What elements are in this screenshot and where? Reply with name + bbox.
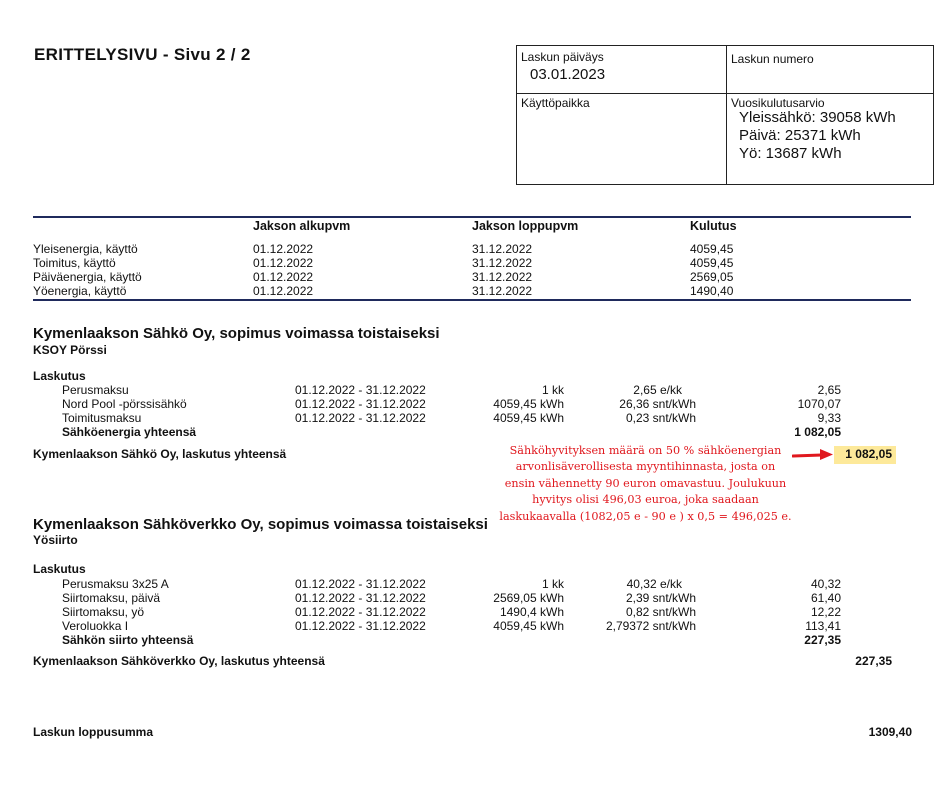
period-row-name: Yleisenergia, käyttö	[33, 242, 138, 256]
energy-billing-label: Laskutus	[33, 369, 86, 383]
grid-row-price: 40,32 e/kk	[626, 577, 682, 591]
period-row-start: 01.12.2022	[253, 284, 314, 298]
annotation-line: hyvitys olisi 496,03 euroa, joka saadaan	[532, 493, 759, 507]
period-row-consumption: 2569,05	[690, 270, 734, 284]
usage-place-label: Käyttöpaikka	[521, 96, 590, 110]
grid-row-name: Siirtomaksu, päivä	[62, 591, 161, 605]
energy-row-period: 01.12.2022 - 31.12.2022	[295, 411, 426, 425]
energy-row-period: 01.12.2022 - 31.12.2022	[295, 397, 426, 411]
energy-row-name: Nord Pool -pörssisähkö	[62, 397, 187, 411]
annotation-line: Sähköhyvityksen määrä on 50 % sähköenergian	[509, 444, 782, 457]
grid-row-name: Perusmaksu 3x25 A	[62, 577, 169, 591]
period-row-name: Yöenergia, käyttö	[33, 284, 127, 298]
annual-estimate-general: Yleissähkö: 39058 kWh	[739, 109, 896, 126]
energy-total-amount: 1 082,05	[845, 447, 892, 461]
grid-total-amount: 227,35	[855, 654, 892, 668]
grid-company-heading: Kymenlaakson Sähköverkko Oy, sopimus voimassa toistaiseksi	[33, 516, 488, 533]
grid-product-name: Yösiirto	[33, 533, 78, 547]
grid-row-amount: 40,32	[810, 577, 841, 591]
period-header-start: Jakson alkupvm	[253, 219, 351, 233]
period-row-start: 01.12.2022	[253, 256, 314, 270]
energy-total-label: Kymenlaakson Sähkö Oy, laskutus yhteensä	[33, 447, 287, 461]
grid-subtotal-label: Sähkön siirto yhteensä	[62, 633, 194, 647]
grid-row-quantity: 1490,4 kWh	[499, 605, 564, 619]
grid-row-price: 2,39 snt/kWh	[625, 591, 696, 605]
energy-company-heading: Kymenlaakson Sähkö Oy, sopimus voimassa toistaiseksi	[33, 325, 440, 342]
energy-product-name: KSOY Pörssi	[33, 343, 107, 357]
energy-row-amount: 1070,07	[797, 397, 841, 411]
grid-row-period: 01.12.2022 - 31.12.2022	[295, 605, 426, 619]
grid-total-label: Kymenlaakson Sähköverkko Oy, laskutus yhteensä	[33, 654, 325, 668]
grid-billing-label: Laskutus	[33, 562, 86, 576]
grid-row-name: Siirtomaksu, yö	[62, 605, 145, 619]
energy-row-quantity: 4059,45 kWh	[493, 411, 564, 425]
annotation-line: ensin vähennetty 90 euron omavastuu. Joulukuun	[504, 476, 787, 490]
grid-row-amount: 113,41	[805, 619, 841, 633]
energy-row-period: 01.12.2022 - 31.12.2022	[295, 383, 426, 397]
period-row-end: 31.12.2022	[472, 256, 533, 270]
invoice-info-box	[516, 45, 934, 185]
red-arrow-icon	[792, 446, 834, 464]
energy-row-amount: 2,65	[817, 383, 841, 397]
invoice-date-label: Laskun päiväys	[521, 50, 604, 64]
grid-row-period: 01.12.2022 - 31.12.2022	[295, 619, 426, 633]
energy-subtotal-label: Sähköenergia yhteensä	[62, 425, 197, 439]
period-header-consumption: Kulutus	[690, 219, 737, 233]
grid-row-price: 0,82 snt/kWh	[625, 605, 696, 619]
credit-annotation	[483, 443, 808, 525]
energy-row-quantity: 1 kk	[541, 383, 564, 397]
grid-subtotal-amount: 227,35	[804, 633, 841, 647]
period-table-top-rule	[33, 216, 911, 218]
grid-row-quantity: 1 kk	[541, 577, 564, 591]
period-header-end: Jakson loppupvm	[472, 219, 579, 233]
period-row-start: 01.12.2022	[253, 270, 314, 284]
grid-row-name: Veroluokka I	[62, 619, 129, 633]
period-row-consumption: 1490,40	[690, 284, 734, 298]
invoice-number-label: Laskun numero	[731, 52, 814, 66]
grid-row-quantity: 4059,45 kWh	[493, 619, 564, 633]
annotation-line: arvonlisäverollisesta myyntihinnasta, josta on	[515, 460, 776, 474]
grid-row-amount: 12,22	[810, 605, 841, 619]
annual-estimate-night: Yö: 13687 kWh	[739, 145, 842, 162]
period-row-end: 31.12.2022	[472, 284, 533, 298]
period-table-bottom-rule	[33, 299, 911, 301]
annotation-line: laskukaavalla (1082,05 e - 90 e ) x 0,5 = 496,025 e.	[499, 509, 792, 523]
energy-subtotal-amount: 1 082,05	[794, 425, 841, 439]
info-box-divider-horizontal	[517, 93, 933, 94]
energy-row-price: 2,65 e/kk	[633, 383, 682, 397]
period-row-end: 31.12.2022	[472, 242, 533, 256]
energy-row-name: Perusmaksu	[62, 383, 129, 397]
grid-row-period: 01.12.2022 - 31.12.2022	[295, 577, 426, 591]
grand-total-amount: 1309,40	[868, 725, 912, 739]
period-row-consumption: 4059,45	[690, 256, 734, 270]
annual-estimate-label: Vuosikulutusarvio	[731, 96, 825, 110]
energy-row-price: 26,36 snt/kWh	[619, 397, 696, 411]
grid-row-amount: 61,40	[810, 591, 841, 605]
period-row-name: Toimitus, käyttö	[33, 256, 116, 270]
period-row-end: 31.12.2022	[472, 270, 533, 284]
grand-total-label: Laskun loppusumma	[33, 725, 154, 739]
period-row-consumption: 4059,45	[690, 242, 734, 256]
period-row-name: Päiväenergia, käyttö	[33, 270, 142, 284]
info-box-divider-vertical	[726, 46, 727, 184]
period-row-start: 01.12.2022	[253, 242, 314, 256]
page-title: ERITTELYSIVU - Sivu 2 / 2	[34, 45, 251, 64]
grid-row-period: 01.12.2022 - 31.12.2022	[295, 591, 426, 605]
annual-estimate-day: Päivä: 25371 kWh	[739, 127, 861, 144]
energy-row-quantity: 4059,45 kWh	[493, 397, 564, 411]
energy-row-amount: 9,33	[817, 411, 841, 425]
grid-row-quantity: 2569,05 kWh	[493, 591, 564, 605]
energy-row-price: 0,23 snt/kWh	[625, 411, 696, 425]
grid-row-price: 2,79372 snt/kWh	[605, 619, 696, 633]
energy-row-name: Toimitusmaksu	[62, 411, 142, 425]
invoice-date: 03.01.2023	[530, 66, 606, 83]
